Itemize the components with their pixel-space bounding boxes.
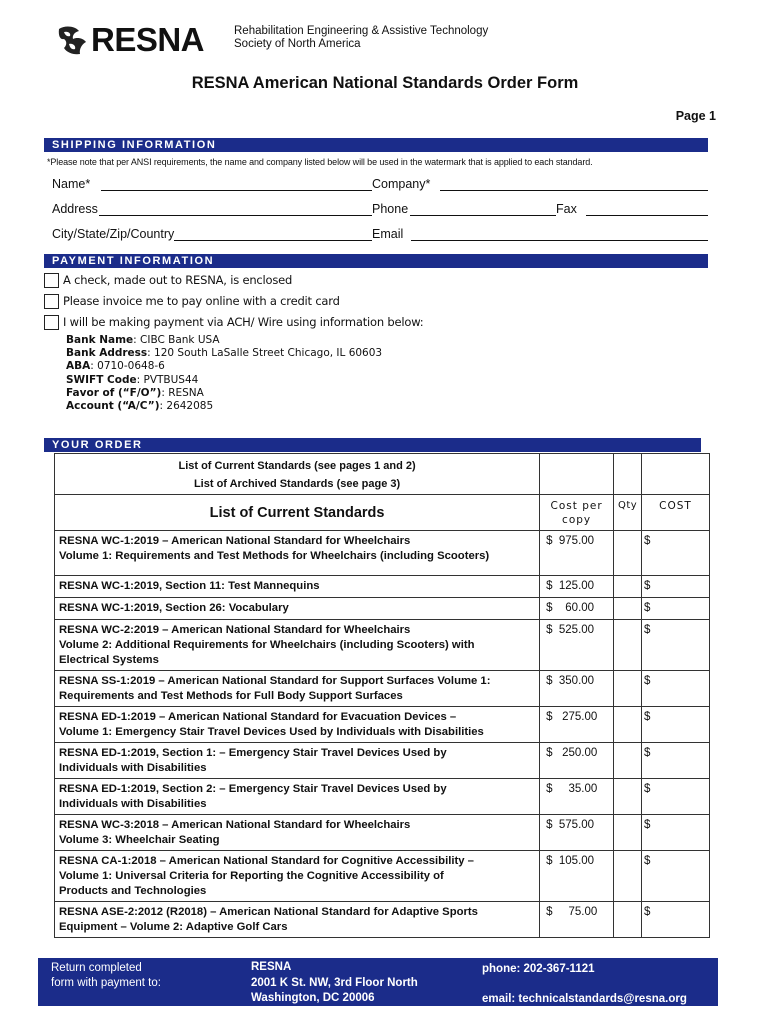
price-per-copy: $ 975.00 [540,531,614,576]
standard-row [55,743,710,779]
standard-description [55,815,540,851]
standard-row [55,902,710,938]
swift-row: SWIFT Code: PVTBUS44 [66,373,199,386]
standard-row [55,707,710,743]
company-label: Company* [372,177,431,191]
standard-row [55,620,710,671]
price-per-copy: $ 275.00 [540,707,614,743]
fax-label: Fax [556,202,577,216]
footer-phone: phone: 202-367-1121 [482,963,595,975]
footer-address-1: 2001 K St. NW, 3rd Floor North [251,977,418,989]
standard-description [55,620,540,671]
archived-standards-link[interactable]: List of Archived Standards (see page 3) [193,478,401,490]
cost-header: COST [642,495,710,531]
quantity-field[interactable] [614,707,642,743]
email-field[interactable] [411,228,708,241]
city-label: City/State/Zip/Country [52,227,175,241]
quantity-field[interactable] [614,576,642,598]
quantity-field[interactable] [614,531,642,576]
standard-description-line: RESNA ED-1:2019 – American National Standard for Evacuation Devices – [59,711,457,723]
standard-description [55,576,540,598]
shipping-section-bar: SHIPPING INFORMATION [44,138,708,152]
standard-description-line: RESNA WC-1:2019, Section 11: Test Mannequins [59,580,320,592]
qty-header: Qty [614,495,642,531]
quantity-field[interactable] [614,598,642,620]
empty-cell [540,454,614,495]
section-title: List of Current Standards [55,495,540,531]
payment-section-bar: PAYMENT INFORMATION [44,254,708,268]
address-field[interactable] [99,203,372,216]
fax-field[interactable] [586,203,708,216]
line-total-field[interactable]: $ [642,743,710,779]
org-name [234,25,488,51]
standard-description-line: RESNA SS-1:2019 – American National Standard for Support Surfaces Volume 1: [59,675,491,687]
ach-wire-checkbox[interactable] [44,315,59,330]
logo-text: RESNA [91,21,205,58]
standard-description [55,851,540,902]
quantity-field[interactable] [614,815,642,851]
invoice-label: Please invoice me to pay online with a credit card [63,294,340,308]
quantity-field[interactable] [614,671,642,707]
price-per-copy: $ 60.00 [540,598,614,620]
check-enclosed-label: A check, made out to RESNA, is enclosed [63,273,293,287]
org-line-2: Society of North America [234,38,361,50]
standard-description-line: Individuals with Disabilities [59,762,207,774]
standard-description-line: Individuals with Disabilities [59,798,207,810]
line-total-field[interactable]: $ [642,598,710,620]
price-per-copy: $ 125.00 [540,576,614,598]
standard-description [55,671,540,707]
order-section-bar: YOUR ORDER [44,438,701,452]
line-total-field[interactable]: $ [642,902,710,938]
line-total-field[interactable]: $ [642,707,710,743]
standard-description-line: RESNA ED-1:2019, Section 2: – Emergency Stair Travel Devices Used by [59,783,447,795]
page-title: RESNA American National Standards Order Form [191,74,579,92]
order-table [54,453,710,938]
quantity-field[interactable] [614,902,642,938]
price-per-copy: $ 105.00 [540,851,614,902]
footer-email[interactable]: email: technicalstandards@resna.org [482,993,687,1005]
phone-field[interactable] [410,203,556,216]
footer-org: RESNA [251,961,292,973]
empty-cell [614,454,642,495]
phone-label: Phone [372,202,409,216]
quantity-field[interactable] [614,779,642,815]
table-header-row [55,495,710,531]
price-per-copy: $ 575.00 [540,815,614,851]
quantity-field[interactable] [614,851,642,902]
return-line-1: Return completed [51,962,142,974]
footer-address-2: Washington, DC 20006 [251,992,375,1004]
standard-description-line: RESNA WC-1:2019 – American National Standard for Wheelchairs [59,535,411,547]
return-line-2: form with payment to: [51,977,161,989]
standard-description [55,779,540,815]
name-field[interactable] [101,178,372,191]
standard-description-line: Products and Technologies [59,885,207,897]
standards-links-row [55,454,710,495]
standard-description-line: Volume 1: Requirements and Test Methods for Wheelchairs (including Scooters) [59,550,490,562]
standard-description-line: RESNA ED-1:2019, Section 1: – Emergency Stair Travel Devices Used by [59,747,447,759]
resna-emblem-icon [55,23,89,57]
standard-row [55,779,710,815]
standard-description [55,707,540,743]
standard-description [55,531,540,576]
standard-row [55,576,710,598]
city-field[interactable] [174,228,372,241]
price-per-copy: $ 35.00 [540,779,614,815]
standard-description-line: Volume 3: Wheelchair Seating [59,834,220,846]
standard-description-line: Electrical Systems [59,654,159,666]
standard-description-line: RESNA WC-1:2019, Section 26: Vocabulary [59,602,289,614]
standard-row [55,598,710,620]
favor-of-row: Favor of (“F/O”): RESNA [66,386,204,399]
standard-description-line: RESNA WC-3:2018 – American National Standard for Wheelchairs [59,819,411,831]
ach-wire-label: I will be making payment via ACH/ Wire using information below: [63,315,424,329]
line-total-field[interactable]: $ [642,779,710,815]
standard-description-line: RESNA CA-1:2018 – American National Standard for Cognitive Accessibility – [59,855,474,867]
address-label: Address [52,202,98,216]
standard-description-line: Requirements and Test Methods for Full Body Support Surfaces [59,690,403,702]
line-total-field[interactable]: $ [642,620,710,671]
bank-details [66,334,382,413]
bank-address-row: Bank Address: 120 South LaSalle Street Chicago, IL 60603 [66,347,383,360]
line-total-field[interactable]: $ [642,851,710,902]
org-line-1: Rehabilitation Engineering & Assistive Technology [234,25,489,37]
line-total-field[interactable]: $ [642,531,710,576]
line-total-field[interactable]: $ [642,815,710,851]
price-per-copy: $ 350.00 [540,671,614,707]
standard-description-line: RESNA ASE-2:2012 (R2018) – American National Standard for Adaptive Sports [59,906,478,918]
quantity-field[interactable] [614,743,642,779]
company-field[interactable] [440,178,708,191]
line-total-field[interactable]: $ [642,576,710,598]
name-label: Name* [52,177,91,191]
line-total-field[interactable]: $ [642,671,710,707]
watermark-note: *Please note that per ANSI requirements, the name and company listed below will be used in the watermark that is applied to each standard. [47,157,593,167]
footer-bar [38,958,718,1006]
standard-row [55,851,710,902]
standard-description [55,743,540,779]
standard-description [55,598,540,620]
standard-description-line: Equipment – Volume 2: Adaptive Golf Cars [59,921,288,933]
invoice-checkbox[interactable] [44,294,59,309]
standard-description-line: Volume 2: Additional Requirements for Wheelchairs (including Scooters) with [59,639,475,651]
standard-description [55,902,540,938]
cost-per-copy-header: Cost per copy [540,495,614,531]
bank-name-row: Bank Name: CIBC Bank USA [66,334,220,346]
price-per-copy: $ 250.00 [540,743,614,779]
standard-row [55,671,710,707]
standards-links-cell [55,454,540,495]
account-row: Account (“A/C”): 2642085 [66,400,214,413]
standard-row [55,815,710,851]
standard-description-line: Volume 1: Universal Criteria for Reporting the Cognitive Accessibility of [59,870,444,882]
quantity-field[interactable] [614,620,642,671]
aba-row: ABA: 0710-0648-6 [66,360,165,373]
price-per-copy: $ 525.00 [540,620,614,671]
email-label: Email [372,227,404,241]
standard-row [55,531,710,576]
resna-logo [55,22,204,58]
standard-description-line: RESNA WC-2:2019 – American National Standard for Wheelchairs [59,624,411,636]
page-number: Page 1 [675,109,716,123]
standard-description-line: Volume 1: Emergency Stair Travel Devices Used by Individuals with Disabilities [59,726,484,738]
empty-cell [642,454,710,495]
current-standards-link[interactable]: List of Current Standards (see pages 1 and 2) [178,460,416,472]
price-per-copy: $ 75.00 [540,902,614,938]
check-enclosed-checkbox[interactable] [44,273,59,288]
